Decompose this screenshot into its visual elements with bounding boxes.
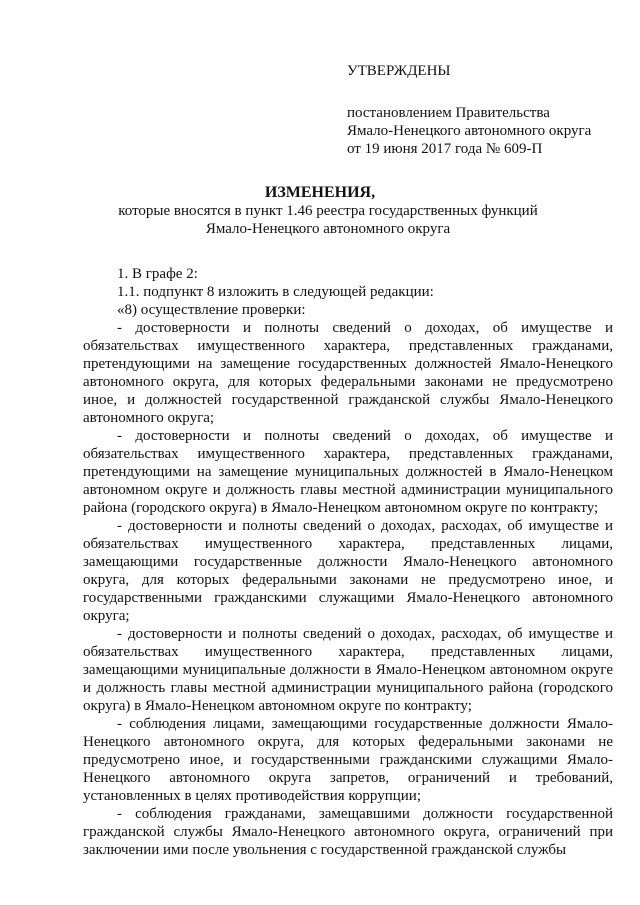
paragraph: - достоверности и полноты сведений о доходах, расходах, об имуществе и обязательствах имущественного характера, представленных лицами, замещающими государственные должности Ямало-Ненецкого автономного округа, для которых федеральными законами не предусмотрено иное, и государственными гражданскими служащими Ямало-Ненецкого автономного округа; [83,518,613,624]
paragraph: - соблюдения лицами, замещающими государственные должности Ямало-Ненецкого автономного округа, для которых федеральными законами не предусмотрено иное, и государственными гражданскими служащими Ямало-Ненецкого автономного округа запретов, ограничений и требований, установленных в целях противодействия коррупции; [83,716,613,804]
approval-line: Ямало-Ненецкого автономного округа [347,123,592,139]
paragraph: 1. В графе 2: [117,266,198,282]
approval-line: от 19 июня 2017 года № 609-П [347,141,543,157]
approval-heading: УТВЕРЖДЕНЫ [347,63,451,79]
document-subtitle [108,202,548,238]
approval-block [347,62,591,158]
subtitle-line: Ямало-Ненецкого автономного округа [205,221,451,237]
paragraph: «8) осуществление проверки: [117,302,306,318]
approval-line: постановлением Правительства [347,105,550,121]
paragraph: - достоверности и полноты сведений о доходах, об имуществе и обязательствах имущественного характера, представленных гражданами, претендующими на замещение муниципальных должностей в Ямало-Ненецком автономном округе и должность главы местной администрации муниципального района (городского округа) в Ямало-Ненецком автономном округе по контракту; [83,428,613,516]
paragraph: 1.1. подпункт 8 изложить в следующей редакции: [117,284,434,300]
document-title: ИЗМЕНЕНИЯ, [264,184,376,201]
paragraph: - достоверности и полноты сведений о доходах, расходах, об имуществе и обязательствах имущественного характера, представленных лицами, замещающими муниципальные должности в Ямало-Ненецком автономном округе и должность главы местной администрации муниципального района (городского округа) в Ямало-Ненецком автономном округе по контракту; [83,626,613,714]
document-body [83,265,613,859]
paragraph: - достоверности и полноты сведений о доходах, об имуществе и обязательствах имущественного характера, представленных гражданами, претендующими на замещение государственных должностей Ямало-Ненецкого автономного округа, для которых федеральными законами не предусмотрено иное, и должностей государственной гражданской службы Ямало-Ненецкого автономного округа; [83,320,613,426]
subtitle-line: которые вносятся в пункт 1.46 реестра государственных функций [118,203,538,219]
paragraph: - соблюдения гражданами, замещавшими должности государственной гражданской службы Ямало-Ненецкого автономного округа, ограничений при заключении ими после увольнения с государственной гражданской службы [83,806,613,858]
